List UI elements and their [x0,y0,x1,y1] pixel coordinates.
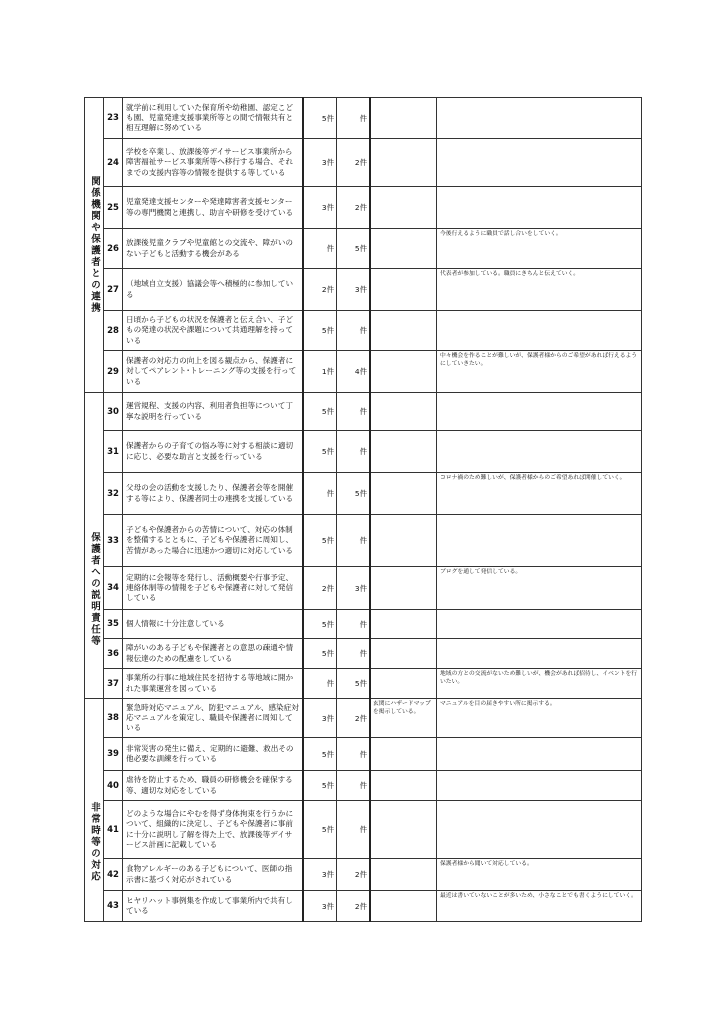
issue-text [370,139,437,187]
item-number: 26 [104,229,123,269]
item-text: 子どもや保護者からの苦情について、対応の体制を整備するとともに、子どもや保護者に周知し、苦情があった場合に迅速かつ適切に対応している [123,515,304,567]
remark-text [437,431,642,473]
issue-text [370,98,437,139]
item-text: 保護者の対応力の向上を図る観点から、保護者に対してペアレント･トレーニング等の支援を行っている [123,351,304,393]
item-text: 運営規程、支援の内容、利用者負担等について丁寧な説明を行っている [123,393,304,431]
no-count: 件 [337,431,371,473]
item-text: 学校を卒業し、放課後等デイサービス事業所から障害福祉サービス事業所等へ移行する場合、それまでの支援内容等の情報を提供する等している [123,139,304,187]
item-number: 34 [104,567,123,610]
remark-text: マニュアルを目の届きやすい所に掲示する。 [437,699,642,738]
issue-text [370,669,437,699]
item-number: 30 [104,393,123,431]
no-count: 2件 [337,187,371,229]
yes-count: 件 [303,473,337,515]
item-number: 41 [104,801,123,859]
table-row [85,699,642,738]
table-row [85,771,642,801]
issue-text [370,891,437,922]
table-row [85,801,642,859]
no-count: 4件 [337,351,371,393]
no-count: 2件 [337,859,371,891]
no-count: 5件 [337,473,371,515]
yes-count: 5件 [303,610,337,639]
category-label: 関係機関や保護者との連携 [89,176,100,314]
item-text: 保護者からの子育ての悩み等に対する相談に適切に応じ、必要な助言と支援を行っている [123,431,304,473]
yes-count: 5件 [303,771,337,801]
issue-text [370,515,437,567]
yes-count: 3件 [303,859,337,891]
issue-text [370,269,437,311]
remark-text [437,639,642,669]
issue-text [370,738,437,771]
table-row [85,473,642,515]
yes-count: 5件 [303,311,337,351]
remark-text: 保護者様から聞いて対応している。 [437,859,642,891]
remark-text: コロナ禍のため難しいが、保護者様からのご希望あれば開催していく。 [437,473,642,515]
item-number: 31 [104,431,123,473]
remark-text [437,610,642,639]
item-text: 事業所の行事に地域住民を招待する等地域に開かれた事業運営を図っている [123,669,304,699]
issue-text [370,229,437,269]
table-row [85,567,642,610]
yes-count: 5件 [303,515,337,567]
table-row [85,639,642,669]
category-cell [85,393,104,699]
no-count: 件 [337,311,371,351]
yes-count: 3件 [303,699,337,738]
yes-count: 3件 [303,891,337,922]
table-row [85,229,642,269]
issue-text [370,393,437,431]
no-count: 件 [337,771,371,801]
remark-text: ブログを通して発信している。 [437,567,642,610]
yes-count: 3件 [303,187,337,229]
remark-text: 代表者が参加している。職員にきちんと伝えていく。 [437,269,642,311]
remark-text [437,393,642,431]
remark-text [437,98,642,139]
remark-text: 最近は書いていないことが多いため、小さなことでも書くようにしていく。 [437,891,642,922]
remark-text [437,187,642,229]
item-number: 38 [104,699,123,738]
remark-text [437,738,642,771]
item-number: 37 [104,669,123,699]
category-label: 保護者への説明責任等 [89,532,100,647]
item-text: （地域自立支援）協議会等へ積極的に参加している [123,269,304,311]
issue-text [370,351,437,393]
item-text: 就学前に利用していた保育所や幼稚園、認定こども園、児童発達支援事業所等との間で情報共有と相互理解に努めている [123,98,304,139]
item-text: どのような場合にやむを得ず身体拘束を行うかについて、組織的に決定し、子どもや保護者に事前に十分に説明し了解を得た上で、放課後等デイサービス計画に記載している [123,801,304,859]
no-count: 3件 [337,567,371,610]
table-row [85,610,642,639]
issue-text: 玄関にハザードマップを掲示している。 [370,699,437,738]
item-text: 非常災害の発生に備え、定期的に避難、救出その他必要な訓練を行っている [123,738,304,771]
item-text: 緊急時対応マニュアル、防犯マニュアル、感染症対応マニュアルを策定し、職員や保護者に周知している [123,699,304,738]
item-text: ヒヤリハット事例集を作成して事業所内で共有している [123,891,304,922]
no-count: 2件 [337,139,371,187]
item-text: 日頃から子どもの状況を保護者と伝え合い、子どもの発達の状況や課題について共通理解を持っている [123,311,304,351]
no-count: 件 [337,515,371,567]
no-count: 2件 [337,891,371,922]
category-cell [85,98,104,393]
item-number: 24 [104,139,123,187]
category-cell [85,699,104,922]
table-row [85,669,642,699]
item-text: 放課後児童クラブや児童館との交流や、障がいのない子どもと活動する機会がある [123,229,304,269]
item-number: 42 [104,859,123,891]
yes-count: 件 [303,669,337,699]
table-row [85,139,642,187]
item-number: 39 [104,738,123,771]
issue-text [370,311,437,351]
table-row [85,393,642,431]
table-row [85,98,642,139]
table-row [85,431,642,473]
item-number: 25 [104,187,123,229]
item-number: 40 [104,771,123,801]
item-text: 個人情報に十分注意している [123,610,304,639]
yes-count: 件 [303,229,337,269]
issue-text [370,610,437,639]
item-number: 43 [104,891,123,922]
table-row [85,859,642,891]
no-count: 件 [337,610,371,639]
yes-count: 1件 [303,351,337,393]
evaluation-table [84,97,642,922]
remark-text: 中々機会を作ることが難しいが、保護者様からのご希望があれば行えるようにしていきたい。 [437,351,642,393]
item-text: 障がいのある子どもや保護者との意思の疎通や情報伝達のための配慮をしている [123,639,304,669]
table-row [85,738,642,771]
item-text: 食物アレルギーのある子どもについて、医師の指示書に基づく対応がされている [123,859,304,891]
item-number: 36 [104,639,123,669]
item-number: 33 [104,515,123,567]
issue-text [370,801,437,859]
item-number: 35 [104,610,123,639]
no-count: 件 [337,801,371,859]
item-number: 23 [104,98,123,139]
no-count: 5件 [337,669,371,699]
item-text: 児童発達支援センターや発達障害者支援センター等の専門機関と連携し、助言や研修を受けている [123,187,304,229]
issue-text [370,859,437,891]
item-number: 27 [104,269,123,311]
table-row [85,269,642,311]
table-row [85,351,642,393]
yes-count: 5件 [303,738,337,771]
no-count: 件 [337,639,371,669]
remark-text [437,771,642,801]
table-row [85,891,642,922]
item-text: 定期的に会報等を発行し、活動概要や行事予定、連絡体制等の情報を子どもや保護者に対して発信している [123,567,304,610]
yes-count: 5件 [303,639,337,669]
no-count: 3件 [337,269,371,311]
table-row [85,311,642,351]
remark-text [437,515,642,567]
no-count: 5件 [337,229,371,269]
item-text: 虐待を防止するため、職員の研修機会を確保する等、適切な対応をしている [123,771,304,801]
issue-text [370,567,437,610]
issue-text [370,771,437,801]
remark-text [437,801,642,859]
item-text: 父母の会の活動を支援したり、保護者会等を開催する等により、保護者同士の連携を支援している [123,473,304,515]
yes-count: 5件 [303,98,337,139]
yes-count: 5件 [303,801,337,859]
yes-count: 2件 [303,567,337,610]
remark-text: 今後行えるように職員で話し合いをしていく。 [437,229,642,269]
yes-count: 2件 [303,269,337,311]
yes-count: 3件 [303,139,337,187]
yes-count: 5件 [303,393,337,431]
table-row [85,515,642,567]
item-number: 28 [104,311,123,351]
item-number: 32 [104,473,123,515]
remark-text [437,139,642,187]
remark-text [437,311,642,351]
issue-text [370,639,437,669]
category-label: 非常時等の対応 [89,801,100,883]
issue-text [370,431,437,473]
issue-text [370,187,437,229]
table-row [85,187,642,229]
no-count: 件 [337,393,371,431]
no-count: 2件 [337,699,371,738]
no-count: 件 [337,738,371,771]
remark-text: 地域の方との交流がないため難しいが、機会があれば招待し、イベントを行いたい。 [437,669,642,699]
no-count: 件 [337,98,371,139]
issue-text [370,473,437,515]
item-number: 29 [104,351,123,393]
yes-count: 5件 [303,431,337,473]
